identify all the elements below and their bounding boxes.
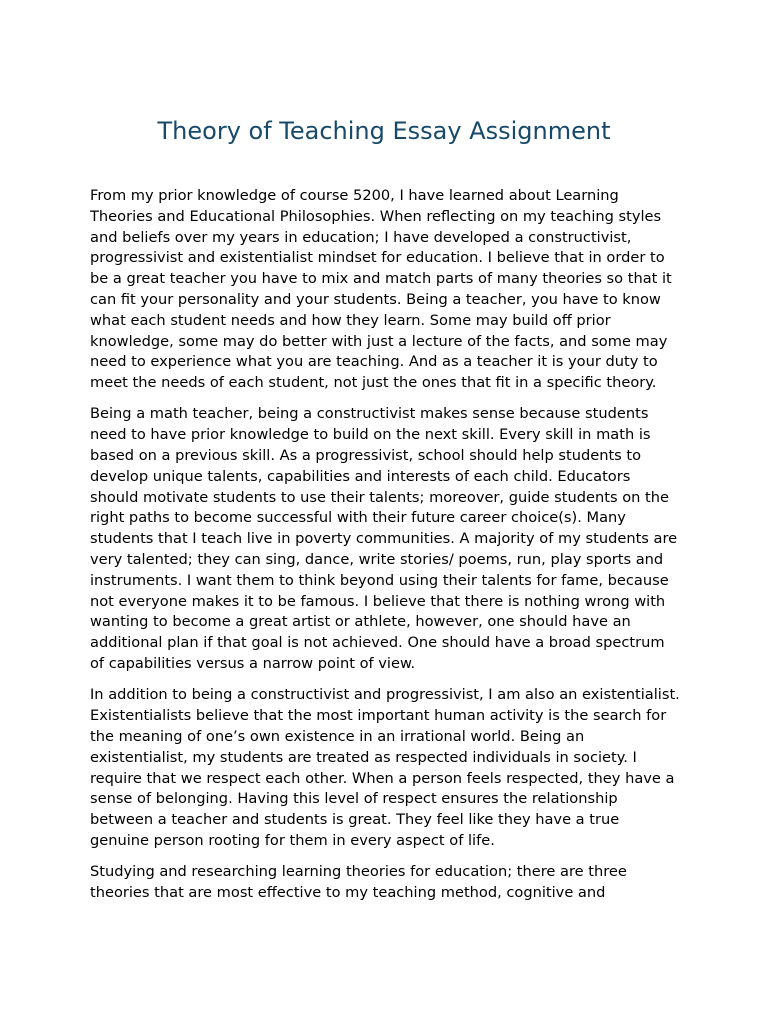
- paragraph-4: Studying and researching learning theories for education; there are three theories that are most effective to my teaching method, cognitive and: [90, 863, 627, 901]
- paragraph-2: Being a math teacher, being a constructivist makes sense because students need to have prior knowledge to build on the next skill. Every skill in math is based on a previous skill. As a progressivist, school should help students to develop unique talents, capabilities and interests of each child. Educators should motivate students to use their talents; moreover, guide students on the right paths to become successful with their future career choice(s). Many students that I teach live in poverty communities. A majority of my students are very talented; they can sing, dance, write stories/ poems, run, play sports and instruments. I want them to think beyond using their talents for fame, because not everyone makes it to be famous. I believe that there is nothing wrong with wanting to become a great artist or athlete, however, one should have an additional plan if that goal is not achieved. One should have a broad spectrum of capabilities versus a narrow point of view.: [90, 405, 678, 673]
- document-title: Theory of Teaching Essay Assignment: [157, 117, 611, 145]
- paragraph-3: In addition to being a constructivist and progressivist, I am also an existentialist. Existentialists believe that the most important human activity is the search for the meaning of one’s own existence in an irrational world. Being an existentialist, my students are treated as respected individuals in society. I require that we respect each other. When a person feels respected, they have a sense of belonging. Having this level of respect ensures the relationship between a teacher and students is great. They feel like they have a true genuine person rooting for them in every aspect of life.: [90, 686, 680, 849]
- paragraph-1: From my prior knowledge of course 5200, I have learned about Learning Theories and Educational Philosophies. When reflecting on my teaching styles and beliefs over my years in education; I have developed a constructivist, progressivist and existentialist mindset for education. I believe that in order to be a great teacher you have to mix and match parts of many theories so that it can fit your personality and your students. Being a teacher, you have to know what each student needs and how they learn. Some may build off prior knowledge, some may do better with just a lecture of the facts, and some may need to experience what you are teaching. And as a teacher it is your duty to meet the needs of each student, not just the ones that fit in a specific theory.: [90, 187, 672, 392]
- document-body: [90, 186, 680, 914]
